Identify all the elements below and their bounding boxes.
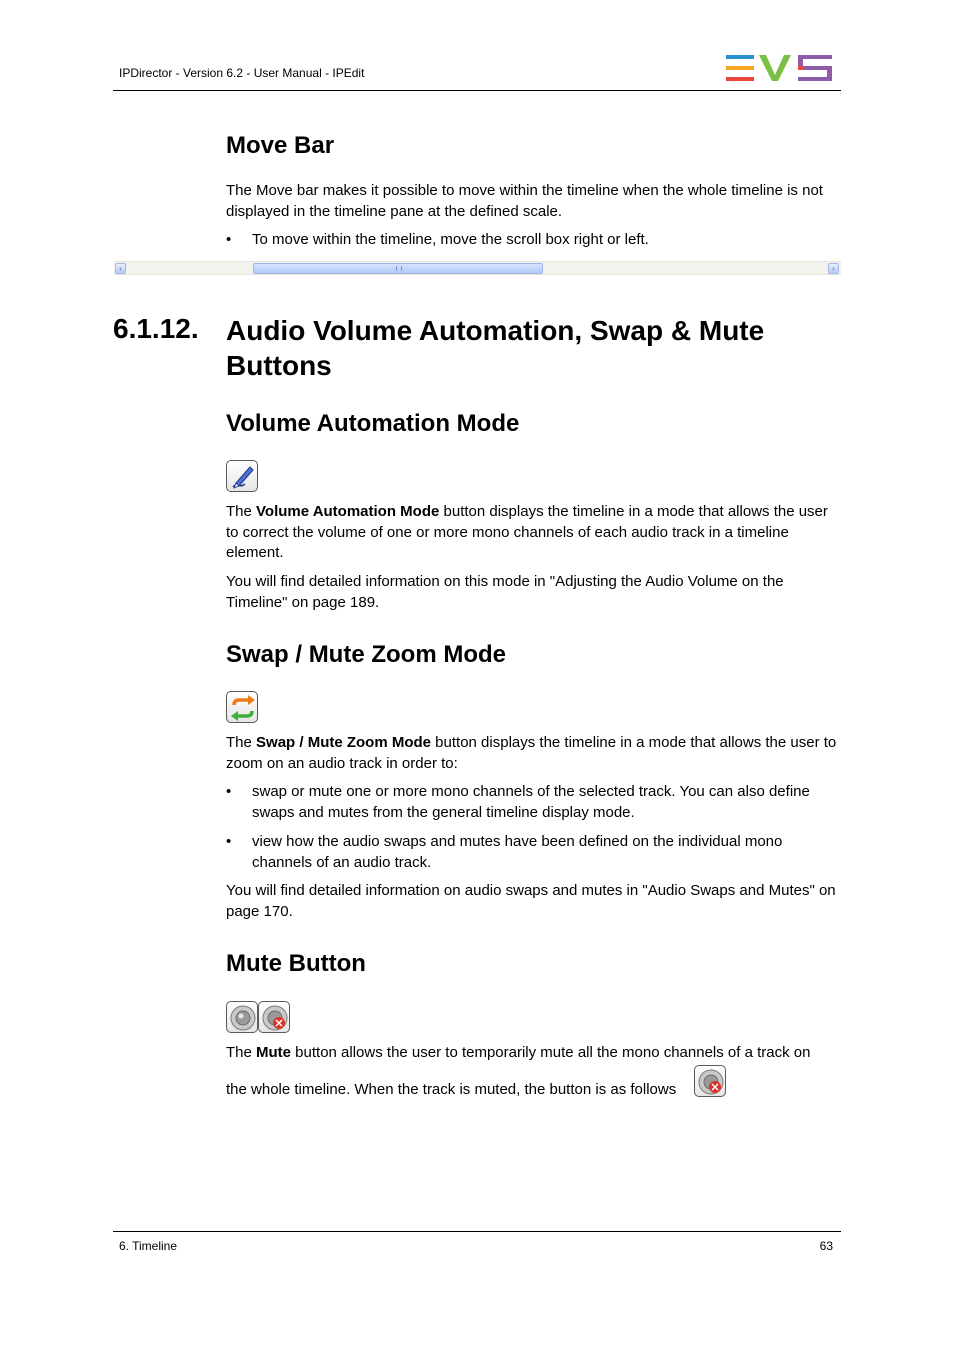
move-bar-heading: Move Bar bbox=[226, 132, 335, 159]
speaker-muted-icon bbox=[695, 1066, 727, 1098]
swap-mute-zoom-button[interactable] bbox=[226, 691, 258, 723]
evs-logo bbox=[726, 55, 834, 81]
section-number: 6.1.12. bbox=[113, 313, 199, 344]
mute-paragraph-line-1 bbox=[226, 1043, 844, 1064]
footer-chapter: 6. Timeline bbox=[119, 1239, 178, 1253]
mute-button-unmuted[interactable] bbox=[226, 1001, 258, 1033]
swap-mute-paragraph-1 bbox=[226, 733, 844, 774]
volume-automation-heading: Volume Automation Mode bbox=[226, 410, 520, 437]
move-bar-paragraph: The Move bar makes it possible to move within the timeline when the whole timeline is not displayed in the timeline pane at the defined scale. bbox=[226, 182, 823, 220]
text-run: The bbox=[226, 1044, 257, 1061]
bold-term: Volume Automation Mode bbox=[256, 503, 440, 520]
swap-mute-heading: Swap / Mute Zoom Mode bbox=[226, 641, 506, 668]
pen-icon bbox=[227, 461, 259, 493]
mute-paragraph-line-2: the whole timeline. When the track is muted, the button is as follows bbox=[226, 1081, 677, 1098]
move-bar-bullet-text: To move within the timeline, move the scroll box right or left. bbox=[252, 231, 649, 248]
mute-button-muted-inline bbox=[694, 1065, 726, 1097]
volume-automation-paragraph-2: You will find detailed information on this mode in "Adjusting the Audio Volume on the Timeline" on page 189. bbox=[226, 573, 784, 611]
move-bar-bullet bbox=[226, 230, 844, 251]
volume-automation-paragraph-1 bbox=[226, 502, 844, 564]
speaker-icon bbox=[227, 1002, 259, 1034]
scroll-left-arrow-icon[interactable]: ‹ bbox=[115, 263, 126, 274]
grip-icon bbox=[396, 266, 402, 271]
mute-button-muted[interactable] bbox=[258, 1001, 290, 1033]
text-run: The bbox=[226, 503, 257, 520]
bold-term: Mute bbox=[256, 1044, 292, 1061]
mute-button-heading: Mute Button bbox=[226, 950, 366, 977]
swap-mute-bullet bbox=[226, 832, 844, 873]
bold-term: Swap / Mute Zoom Mode bbox=[256, 734, 432, 751]
bullet-dot: • bbox=[226, 231, 232, 248]
swap-mute-bullet-text: view how the audio swaps and mutes have been defined on the individual mono channels of an audio track. bbox=[252, 833, 783, 871]
text-run: button displays the timeline in a mode that allows the user to correct the volume of one or more mono channels of each audio track in a timeline element. bbox=[226, 503, 828, 561]
text-run: button displays the timeline in a mode that allows the user to zoom on an audio track in order to: bbox=[226, 734, 837, 772]
speaker-muted-icon bbox=[259, 1002, 291, 1034]
swap-mute-paragraph-2: You will find detailed information on audio swaps and mutes in "Audio Swaps and Mutes" on page 170. bbox=[226, 882, 836, 920]
running-header: IPDirector - Version 6.2 - User Manual - IPEdit bbox=[119, 66, 365, 80]
swap-arrows-icon bbox=[227, 692, 259, 724]
footer-rule bbox=[113, 1231, 841, 1232]
page-number: 63 bbox=[819, 1239, 833, 1253]
swap-mute-bullet bbox=[226, 782, 844, 823]
bullet-dot: • bbox=[226, 783, 232, 800]
swap-mute-bullet-text: swap or mute one or more mono channels of the selected track. You can also define swaps and mutes from the general timeline display mode. bbox=[252, 783, 810, 821]
section-title: Audio Volume Automation, Swap & Mute Buttons bbox=[226, 315, 765, 381]
bullet-dot: • bbox=[226, 833, 232, 850]
text-run: The bbox=[226, 734, 257, 751]
header-rule bbox=[113, 90, 841, 91]
text-run: button allows the user to temporarily mute all the mono channels of a track on bbox=[291, 1044, 811, 1061]
move-bar-scrollbar[interactable] bbox=[114, 261, 841, 275]
scroll-right-arrow-icon[interactable]: › bbox=[828, 263, 839, 274]
volume-automation-button[interactable] bbox=[226, 460, 258, 492]
scroll-box[interactable] bbox=[253, 263, 543, 274]
